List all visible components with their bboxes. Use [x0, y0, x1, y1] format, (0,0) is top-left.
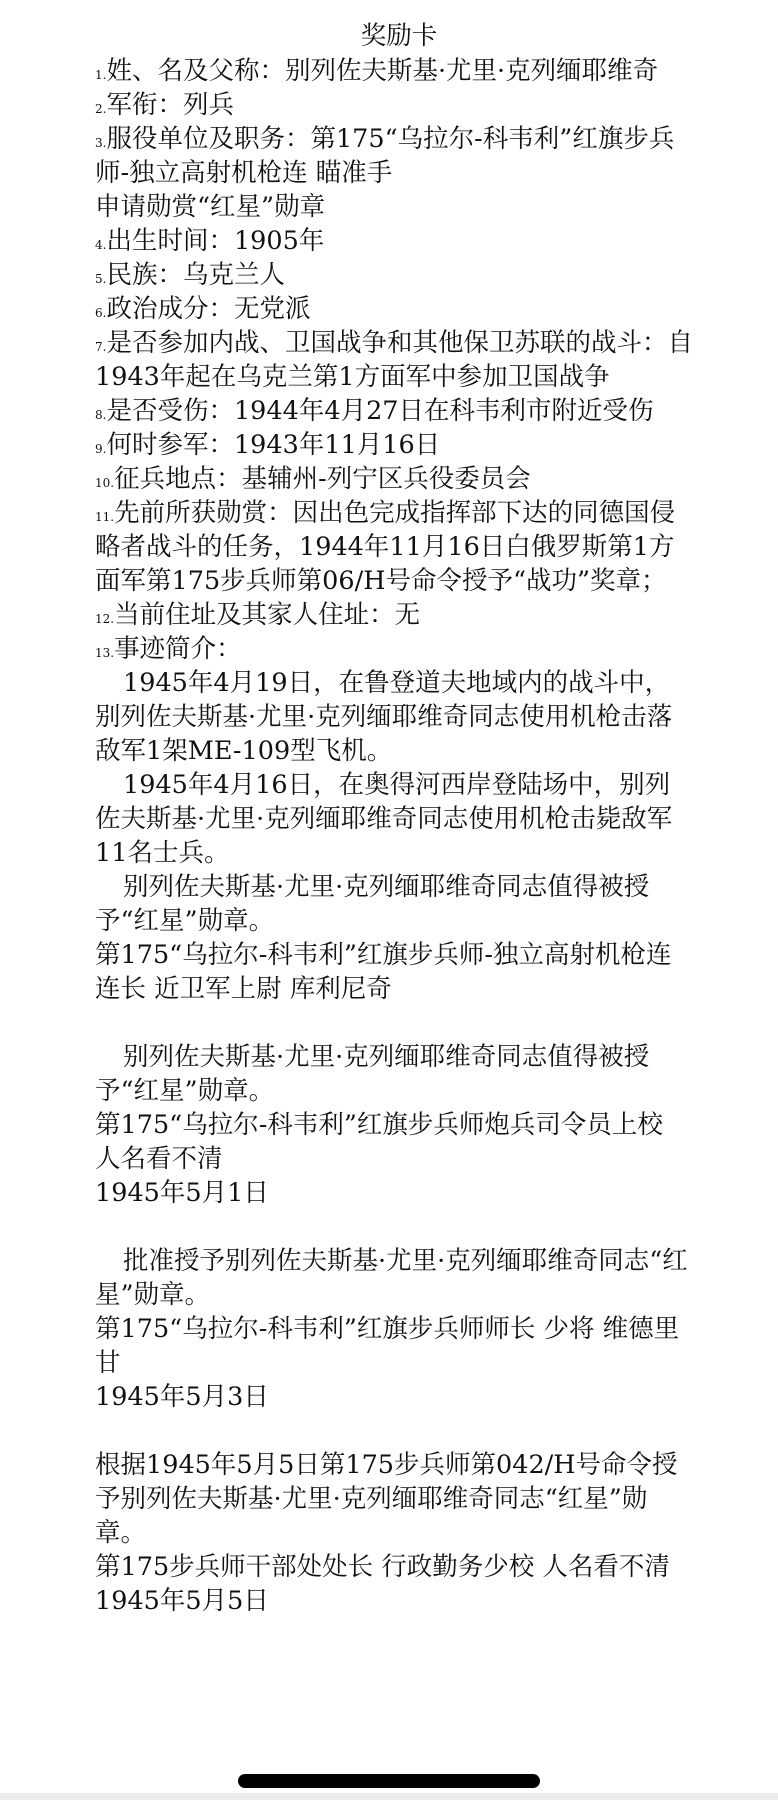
division-endorsement: [95, 1244, 695, 1414]
field-wounds: [95, 394, 695, 428]
field-text: 是否受伤：1944年4月27日在科韦利市附近受伤: [106, 396, 654, 426]
field-number: 1.: [95, 68, 107, 82]
field-address: [95, 598, 695, 632]
field-text: 先前所获勋赏：因出色完成指挥部下达的同德国侵略者战斗的任务，1944年11月16日白俄罗斯第1方面军第175步兵师第06/H号命令授予“战功”奖章；: [95, 498, 676, 596]
field-name: [95, 54, 695, 88]
field-birth: [95, 224, 695, 258]
field-rank: [95, 88, 695, 122]
endorsement-signer: 第175“乌拉尔-科韦利”红旗步兵师炮兵司令员上校 人名看不清: [95, 1110, 663, 1174]
field-number: 2.: [95, 102, 107, 116]
bottom-divider: [0, 1793, 778, 1800]
document-title: 奖励卡: [360, 21, 438, 51]
order-text: 根据1945年5月5日第175步兵师第042/H号命令授予别列佐夫斯基·尤里·克列缅耶维奇同志“红星”勋章。: [95, 1450, 678, 1548]
field-number: 9.: [95, 442, 107, 456]
field-text: 政治成分：无党派: [106, 294, 311, 324]
field-number: 6.: [95, 306, 107, 320]
field-enlistment-date: [95, 428, 695, 462]
order-signer: 第175步兵师干部处处长 行政勤务少校 人名看不清: [95, 1552, 670, 1582]
field-text: 姓、名及父称：别列佐夫斯基·尤里·克列缅耶维奇: [106, 56, 659, 86]
field-number: 12.: [95, 612, 115, 626]
field-party: [95, 292, 695, 326]
endorsement-text: 批准授予别列佐夫斯基·尤里·克列缅耶维奇同志“红星”勋章。: [95, 1246, 688, 1310]
field-text: 军衔：列兵: [106, 90, 234, 120]
field-number: 13.: [95, 646, 115, 660]
field-text: 何时参军：1943年11月16日: [106, 430, 441, 460]
field-number: 11.: [95, 510, 115, 524]
field-number: 3.: [95, 136, 107, 150]
field-award-request: [95, 190, 695, 224]
field-number: 5.: [95, 272, 107, 286]
artillery-endorsement: [95, 1040, 695, 1210]
spacer: [95, 1414, 695, 1448]
field-deeds-heading: [95, 632, 695, 666]
field-previous-awards: [95, 496, 695, 598]
field-number: 4.: [95, 238, 107, 252]
order-section: [95, 1448, 695, 1618]
field-war-participation: [95, 326, 695, 394]
endorsement-signer: 第175“乌拉尔-科韦利”红旗步兵师师长 少将 维德里甘: [95, 1314, 680, 1378]
deed-paragraph: 1945年4月16日，在奥得河西岸登陆场中，别列佐夫斯基·尤里·克列缅耶维奇同志使用机枪击毙敌军11名士兵。: [95, 770, 673, 868]
field-text: 当前住址及其家人住址：无: [114, 600, 421, 630]
deed-paragraph: 1945年4月19日，在鲁登道夫地域内的战斗中，别列佐夫斯基·尤里·克列缅耶维奇同志使用机枪击落敌军1架ME-109型飞机。: [95, 668, 673, 766]
field-text: 申请勋赏“红星”勋章: [95, 192, 326, 222]
field-text: 征兵地点：基辅州-列宁区兵役委员会: [114, 464, 531, 494]
deed-paragraph: 别列佐夫斯基·尤里·克列缅耶维奇同志值得被授予“红星”勋章。: [95, 872, 650, 936]
field-text: 服役单位及职务：第175“乌拉尔-科韦利”红旗步兵师-独立高射机枪连 瞄准手: [95, 124, 675, 188]
spacer: [95, 1006, 695, 1040]
home-indicator-bar[interactable]: [238, 1774, 540, 1788]
field-list: [95, 54, 695, 666]
endorsement-date: 1945年5月3日: [95, 1382, 269, 1412]
field-number: 8.: [95, 408, 107, 422]
order-date: 1945年5月5日: [95, 1586, 269, 1616]
field-number: 10.: [95, 476, 115, 490]
endorsement-text: 别列佐夫斯基·尤里·克列缅耶维奇同志值得被授予“红星”勋章。: [95, 1042, 650, 1106]
field-enlistment-place: [95, 462, 695, 496]
field-unit: [95, 122, 695, 190]
field-text: 出生时间：1905年: [106, 226, 325, 256]
endorsement-date: 1945年5月1日: [95, 1178, 269, 1208]
field-number: 7.: [95, 340, 107, 354]
commander-signature: 第175“乌拉尔-科韦利”红旗步兵师-独立高射机枪连连长 近卫军上尉 库利尼奇: [95, 940, 672, 1004]
spacer: [95, 1210, 695, 1244]
award-card-document: [95, 18, 695, 1618]
field-nationality: [95, 258, 695, 292]
field-text: 事迹简介：: [114, 634, 242, 664]
field-text: 民族：乌克兰人: [106, 260, 285, 290]
deeds-section: [95, 666, 695, 1006]
field-text: 是否参加内战、卫国战争和其他保卫苏联的战斗：自1943年起在乌克兰第1方面军中参加卫国战争: [95, 328, 693, 392]
